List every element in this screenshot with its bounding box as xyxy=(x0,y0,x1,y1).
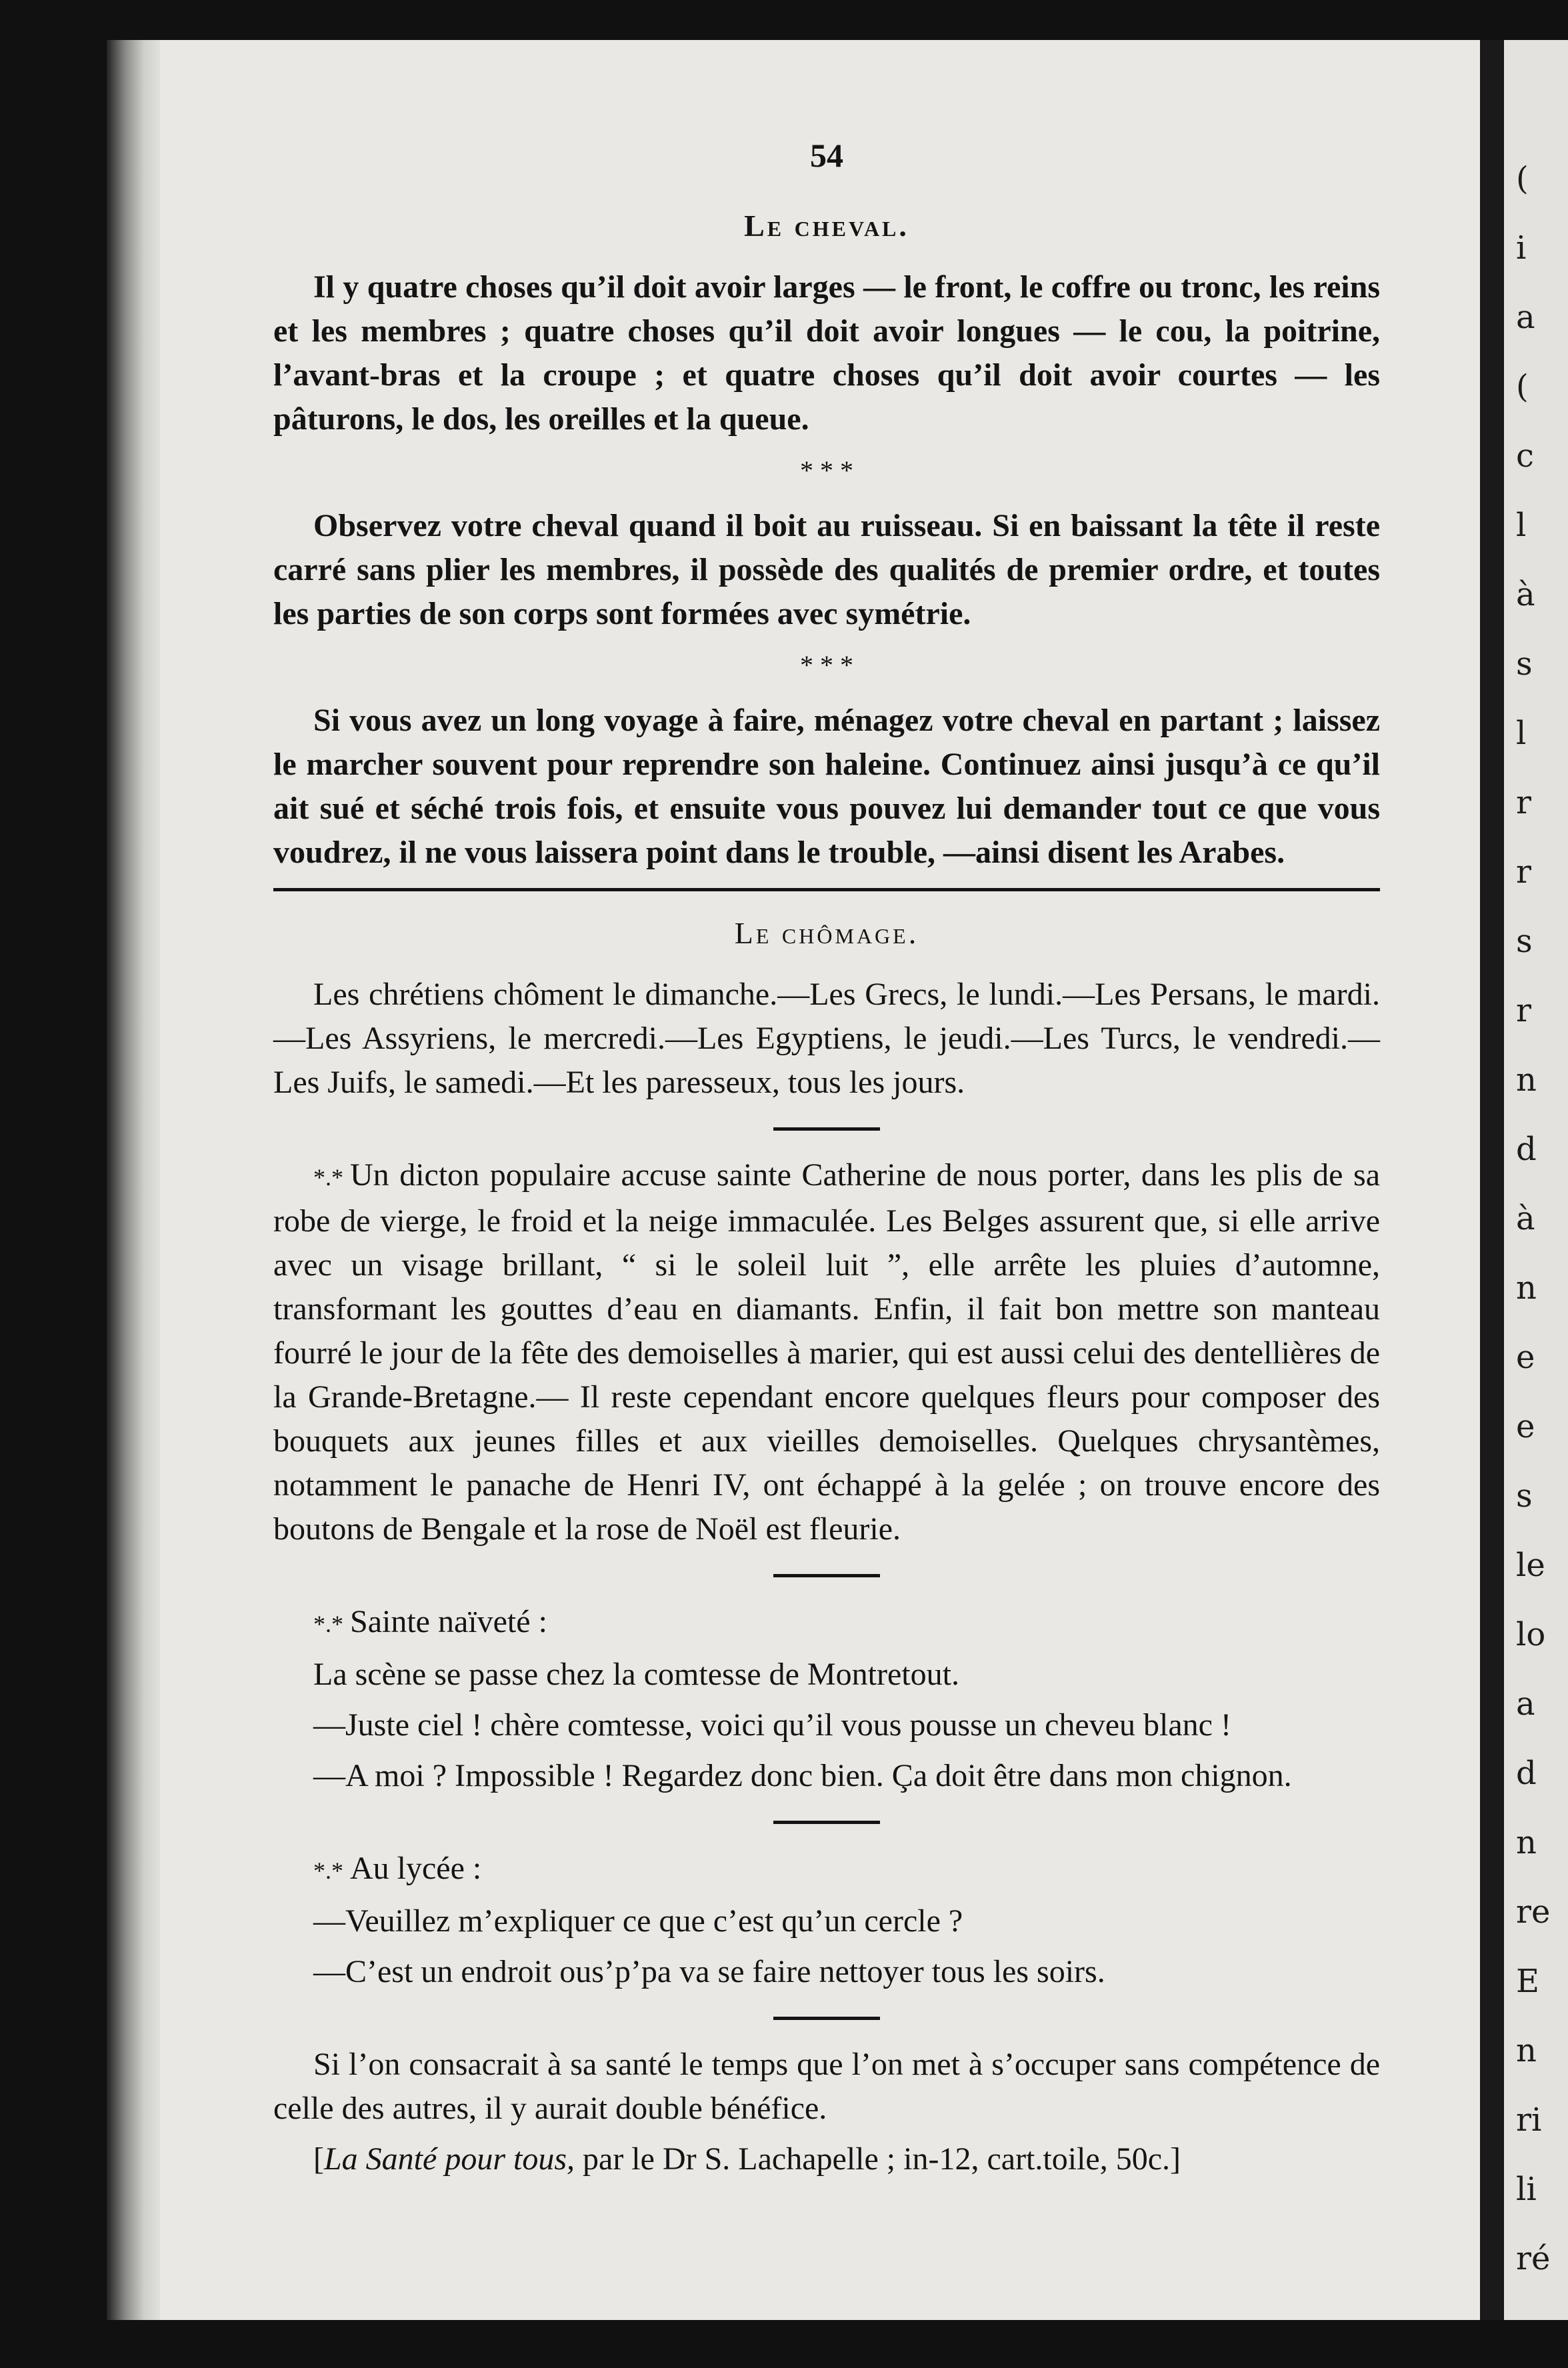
section-divider xyxy=(273,888,1380,891)
asterism-divider: * * * xyxy=(800,455,853,485)
page-number: 54 xyxy=(810,137,843,174)
star-mark: *.* xyxy=(313,1857,343,1884)
short-divider xyxy=(773,1821,880,1824)
facing-page-fragment: s xyxy=(1516,645,1533,683)
facing-page-fragment: d xyxy=(1516,1755,1537,1792)
catherine-paragraph xyxy=(273,1153,1380,1551)
facing-page-fragment: ri xyxy=(1516,2101,1542,2139)
facing-page-fragment: i xyxy=(1516,229,1527,267)
cheval-paragraph-2: Observez votre cheval quand il boit au ruisseau. Si en baissant la tête il reste carré sans plier les membres, il possède des qualités de premier ordre, et toutes les parties de son corps sont formées avec symétrie. xyxy=(273,508,1380,631)
facing-page-fragment: n xyxy=(1516,1824,1537,1861)
facing-page-fragment: l xyxy=(1516,715,1527,752)
naivete-intro-text: Sainte naïveté : xyxy=(350,1604,547,1639)
facing-page-fragment: l xyxy=(1516,507,1527,544)
book-page xyxy=(160,40,1480,2320)
facing-page-fragment: d xyxy=(1516,1131,1537,1168)
naivete-line-3: —A moi ? Impossible ! Regardez donc bien. Ça doit être dans mon chignon. xyxy=(313,1758,1292,1793)
lycee-intro-text: Au lycée : xyxy=(350,1851,482,1886)
page-gutter xyxy=(1480,40,1504,2320)
facing-page-fragment: lo xyxy=(1516,1616,1546,1653)
facing-page-fragment: a xyxy=(1516,299,1535,336)
ad-details: par le Dr S. Lachapelle ; in-12, cart.toile, 50c.] xyxy=(583,2141,1181,2177)
chomage-paragraph: Les chrétiens chôment le dimanche.—Les Grecs, le lundi.—Les Persans, le mardi.—Les Assyriens, le mercredi.—Les Egyptiens, le jeudi.—Les Turcs, le vendredi.—Les Juifs, le samedi.—Et les paresseux, tous les jours. xyxy=(273,977,1380,1100)
facing-page-fragment: e xyxy=(1516,1408,1535,1445)
catherine-text: Un dicton populaire accuse sainte Catherine de nous porter, dans les plis de sa robe de vierge, le froid et la neige immaculée. Les Belges assurent que, si elle arrive avec un visage brillant, “ si le soleil luit ”, elle arrête les pluies d’automne, transformant les gouttes d’eau en diamants. Enfin, il fait bon mettre son manteau fourré le jour de la fête des demoiselles à marier, qui est aussi celui des dentellières de la Grande-Bretagne.— Il reste cependant encore quelques fleurs pour composer des bouquets aux jeunes filles et aux vieilles demoiselles. Quelques chrysantèmes, notamment le panache de Henri IV, ont échappé à la gelée ; on trouve encore des boutons de Bengale et la rose de Noël est fleurie. xyxy=(273,1157,1380,1547)
facing-page-fragment: ( xyxy=(1516,368,1529,405)
advertisement-note xyxy=(273,2137,1380,2181)
naivete-line-1: La scène se passe chez la comtesse de Montretout. xyxy=(313,1657,959,1692)
star-mark: *.* xyxy=(313,1164,343,1191)
lycee-line-1: —Veuillez m’expliquer ce que c’est qu’un cercle ? xyxy=(313,1903,963,1939)
asterism-divider: * * * xyxy=(800,650,853,680)
facing-page-fragment: s xyxy=(1516,1477,1533,1515)
naivete-line-2: —Juste ciel ! chère comtesse, voici qu’il vous pousse un cheveu blanc ! xyxy=(313,1707,1231,1743)
facing-page-fragment: r xyxy=(1516,992,1531,1029)
facing-page-fragment: s xyxy=(1516,923,1533,960)
facing-page-fragment: re xyxy=(1516,1893,1551,1931)
cheval-paragraph-3: Si vous avez un long voyage à faire, ménagez votre cheval en partant ; laissez le marcher souvent pour reprendre son haleine. Continuez ainsi jusqu’à ce qu’il ait sué et séché trois fois, et ensuite vous pouvez lui demander tout ce que vous voudrez, il ne vous laissera point dans le trouble, —ainsi disent les Arabes. xyxy=(273,703,1380,870)
facing-page-fragment: E xyxy=(1516,1963,1540,2000)
naivete-intro xyxy=(273,1600,1380,1646)
facing-page-fragment: li xyxy=(1516,2171,1537,2208)
facing-page-fragment: ré xyxy=(1516,2240,1551,2277)
facing-page-fragment: r xyxy=(1516,853,1531,891)
facing-page-fragment: e xyxy=(1516,1339,1535,1376)
ad-open-bracket: [ xyxy=(313,2141,324,2177)
section-title-chomage: Le chômage. xyxy=(734,916,919,950)
short-divider xyxy=(773,2017,880,2020)
facing-page-fragment: c xyxy=(1516,437,1534,475)
facing-page-fragment: n xyxy=(1516,2032,1537,2069)
page-content xyxy=(273,133,1380,2188)
facing-page-fragment: r xyxy=(1516,784,1531,821)
cheval-paragraph-1: Il y quatre choses qu’il doit avoir larges — le front, le coffre ou tronc, les reins et les membres ; quatre choses qu’il doit avoir longues — le cou, la poitrine, l’avant-bras et la croupe ; et quatre choses qu’il doit avoir courtes — les pâturons, le dos, les oreilles et la queue. xyxy=(273,269,1380,437)
lycee-line-2: —C’est un endroit ous’p’pa va se faire nettoyer tous les soirs. xyxy=(313,1954,1105,1989)
short-divider xyxy=(773,1574,880,1577)
facing-page-fragment: n xyxy=(1516,1061,1537,1099)
lycee-intro xyxy=(273,1847,1380,1893)
star-mark: *.* xyxy=(313,1611,343,1637)
facing-page-fragment: ( xyxy=(1516,160,1529,197)
short-divider xyxy=(773,1127,880,1131)
ad-book-title: La Santé pour tous, xyxy=(323,2141,575,2177)
facing-page-fragment: à xyxy=(1516,1200,1535,1237)
book-binding xyxy=(107,40,160,2320)
facing-page-fragment: à xyxy=(1516,576,1535,613)
facing-page-fragment: n xyxy=(1516,1269,1537,1307)
facing-page-edge xyxy=(1504,40,1568,2320)
closing-paragraph: Si l’on consacrait à sa santé le temps que l’on met à s’occuper sans compétence de celle des autres, il y aurait double bénéfice. xyxy=(273,2047,1380,2126)
facing-page-fragment: a xyxy=(1516,1685,1535,1723)
section-title-cheval: Le cheval. xyxy=(744,209,909,243)
facing-page-fragment: le xyxy=(1516,1547,1545,1584)
